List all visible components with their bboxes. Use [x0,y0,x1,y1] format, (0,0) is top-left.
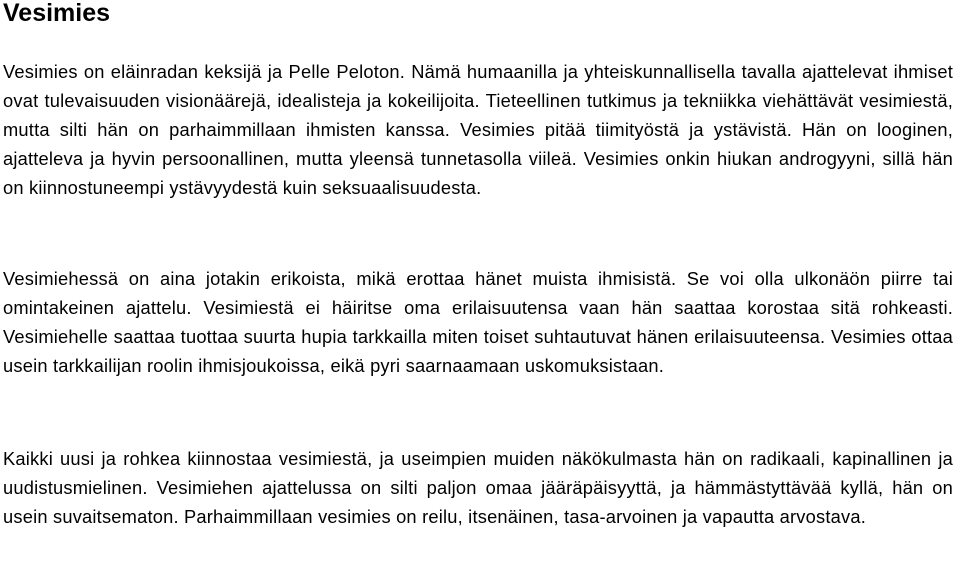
paragraph-3: Kaikki uusi ja rohkea kiinnostaa vesimiestä, ja useimpien muiden näkökulmasta hän on radikaali, kapinallinen ja uudistusmielinen. Vesimiehen ajattelussa on silti paljon omaa jääräpäisyyttä, ja hämmästyttävää kyllä, hän on usein suvaitsematon. Parhaimmillaan vesimies on reilu, itsenäinen, tasa-arvoinen ja vapautta arvostava. [3,448,953,527]
document-title: Vesimies [3,0,111,27]
paragraph-2: Vesimiehessä on aina jotakin erikoista, mikä erottaa hänet muista ihmisistä. Se voi olla ulkonäön piirre tai omintakeinen ajattelu. Vesimiestä ei häiritse oma erilaisuutensa vaan hän saattaa korostaa sitä rohkeasti. Vesimiehelle saattaa tuottaa suurta hupia tarkkailla miten toiset suhtautuvat hänen erilaisuuteensa. Vesimies ottaa usein tarkkailijan roolin ihmisjoukoissa, eikä pyri saarnaamaan uskomuksistaan. [3,268,953,376]
paragraph-1: Vesimies on eläinradan keksijä ja Pelle Peloton. Nämä humaanilla ja yhteiskunnallisella tavalla ajattelevat ihmiset ovat tulevaisuuden visionäärejä, idealisteja ja kokeilijoita. Tieteellinen tutkimus ja tekniikka viehättävät vesimiestä, mutta silti hän on parhaimmillaan ihmisten kanssa. Vesimies pitää tiimityöstä ja ystävistä. Hän on looginen, ajatteleva ja hyvin persoonallinen, mutta yleensä tunnetasolla viileä. Vesimies onkin hiukan androgyyni, sillä hän on kiinnostuneempi ystävyydestä kuin seksuaalisuudesta. [3,61,953,198]
